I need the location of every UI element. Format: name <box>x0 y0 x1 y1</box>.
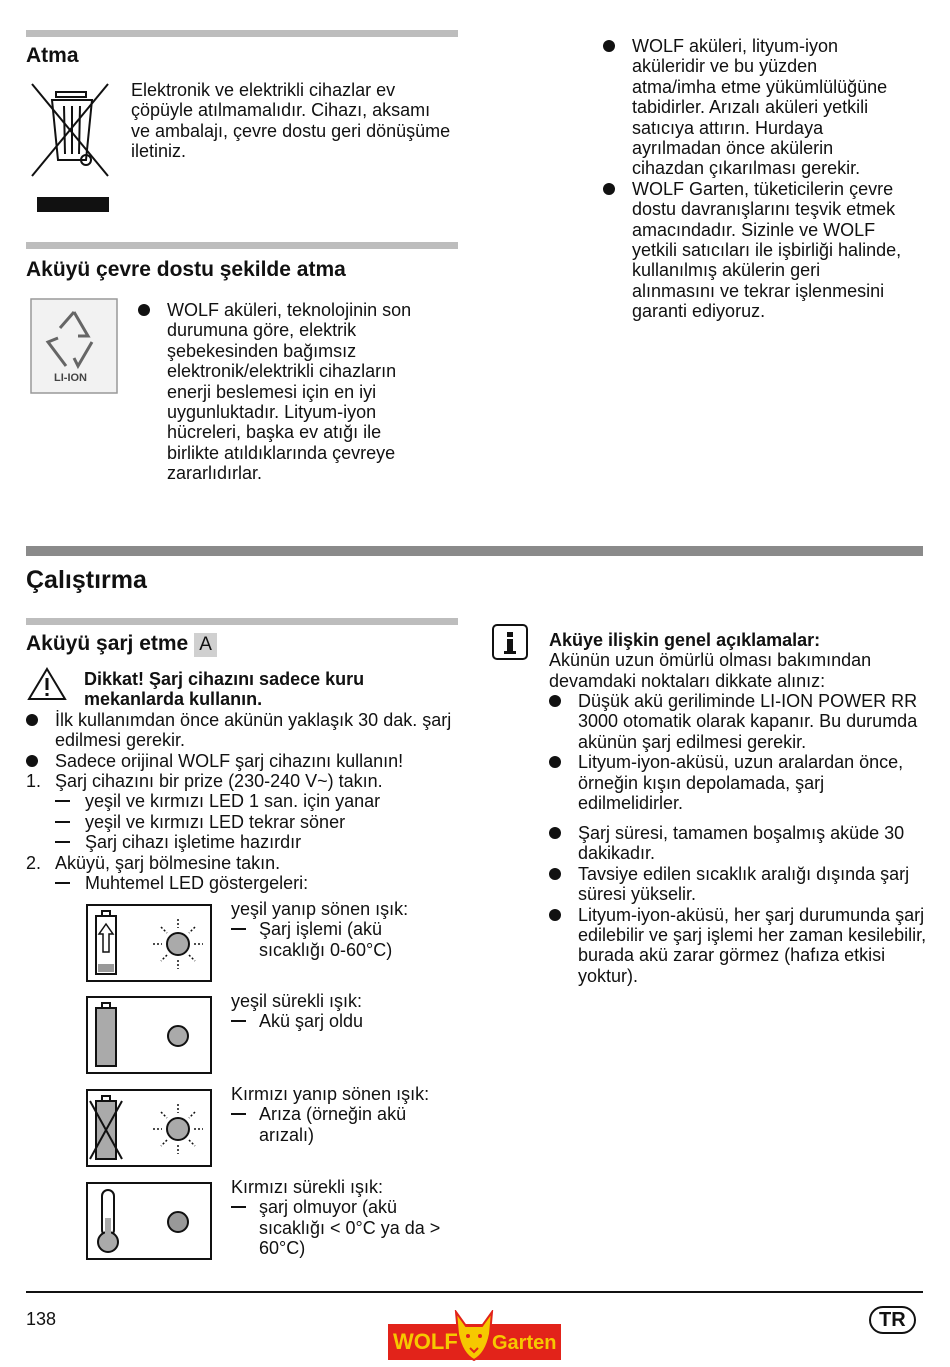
dash-item: Şarj cihazı işletime hazırdır <box>55 832 456 852</box>
step-1 <box>26 771 456 791</box>
footer-rule <box>26 1291 923 1293</box>
info-bullets <box>549 691 929 813</box>
led-box-red-steady <box>86 1182 212 1260</box>
language-badge: TR <box>869 1306 916 1334</box>
step-number: 1. <box>26 771 42 791</box>
list-item: Tavsiye edilen sıcaklık aralığı dışında şarj süresi yükselir. <box>549 864 929 905</box>
led-box-green-steady <box>86 996 212 1074</box>
info-title: Aküye ilişkin genel açıklamalar: <box>549 630 821 650</box>
led-box-red-blinking <box>86 1089 212 1167</box>
led-desc: Akü şarj oldu <box>231 1011 446 1031</box>
list-item: Lityum-iyon-aküsü, her şarj durumunda şarj edilebilir ve şarj işlemi her zaman kesilebilir, burada akü zarar görmez (hafıza etkisi yoktur). <box>549 905 929 987</box>
info-block <box>549 630 924 691</box>
logo-wolf-text: WOLF <box>393 1329 458 1354</box>
section-rule-akuyu-atma <box>26 242 458 249</box>
led-red-blinking-text <box>231 1084 446 1145</box>
atma-text: Elektronik ve elektrikli cihazlar ev çöpüyle atılmamalıdır. Cihazı, aksamı ve ambalajı, çevre dostu geri dönüşüme iletiniz. <box>131 80 451 162</box>
led-title: yeşil sürekli ışık: <box>231 991 363 1011</box>
step-text: Aküyü, şarj bölmesine takın. <box>55 852 281 873</box>
list-item: Şarj süresi, tamamen boşalmış aküde 30 dakikadır. <box>549 823 929 864</box>
sarj-heading-row <box>26 632 217 657</box>
step-2 <box>26 853 456 873</box>
list-item: Lityum-iyon-aküsü, uzun aralardan önce, örneğin kışın depolamada, şarj edilmelidirler. <box>549 752 929 813</box>
sarj-heading: Aküyü şarj etme <box>26 632 189 655</box>
list-item: WOLF aküleri, teknolojinin son durumuna göre, elektrik şebekesinden bağımsız elektronik/elektrikli cihazların enerji beslemesi için en iyi uygunluktadır. Lityum-iyon hücreleri, başka ev atığı ile birlikte atıldıklarında çevreye zararlıdırlar. <box>138 300 438 484</box>
dash-item: yeşil ve kırmızı LED tekrar söner <box>55 812 456 832</box>
akuyu-atma-bullets <box>138 300 438 484</box>
recycle-label: LI-ION <box>54 372 87 384</box>
crossed-bin-icon <box>30 80 112 216</box>
warning-text: Dikkat! Şarj cihazını sadece kuru mekanlarda kullanın. <box>84 669 365 710</box>
akuyu-atma-heading: Aküyü çevre dostu şekilde atma <box>26 258 346 281</box>
led-title: Kırmızı sürekli ışık: <box>231 1177 384 1197</box>
led-red-steady-text <box>231 1177 446 1259</box>
page-number: 138 <box>26 1309 57 1329</box>
section-rule-calistirma <box>26 546 923 556</box>
led-green-steady-text <box>231 991 446 1032</box>
calistirma-heading: Çalıştırma <box>26 566 147 594</box>
list-item: Sadece orijinal WOLF şarj cihazını kullanın! <box>26 751 456 771</box>
list-item: Düşük akü geriliminde LI-ION POWER RR 3000 otomatik olarak kapanır. Bu durumda akünün şarj edilmesi gerekir. <box>549 691 929 752</box>
figure-badge: A <box>194 633 217 657</box>
sarj-bullets <box>26 710 456 771</box>
led-desc: Arıza (örneğin akü arızalı) <box>231 1104 446 1145</box>
led-title: Kırmızı yanıp sönen ışık: <box>231 1084 430 1104</box>
led-desc: şarj olmuyor (akü sıcaklığı < 0°C ya da > 60°C) <box>231 1197 446 1258</box>
section-rule-atma <box>26 30 458 37</box>
led-green-blinking-text <box>231 899 446 960</box>
info-icon <box>492 624 528 660</box>
atma-heading: Atma <box>26 44 79 67</box>
led-box-green-blinking <box>86 904 212 982</box>
led-title: yeşil yanıp sönen ışık: <box>231 899 409 919</box>
led-desc: Şarj işlemi (akü sıcaklığı 0-60°C) <box>231 919 446 960</box>
step-text: Şarj cihazını bir prize (230-240 V~) takın. <box>55 771 383 791</box>
section-rule-sarj <box>26 618 458 625</box>
fox-emblem-icon <box>452 1310 496 1362</box>
step-number: 2. <box>26 852 42 873</box>
logo-garten-text: Garten <box>492 1332 557 1354</box>
info-bullets-2 <box>549 823 929 986</box>
list-item: WOLF Garten, tüketicilerin çevre dostu davranışlarını teşvik etmek amacındadır. Sizinle ve WOLF yetkili satıcıları ile işbirliği halinde, kullanılmış akülerin geri alınmasını ve tekrar işlenmesini garanti ediyoruz. <box>603 179 903 322</box>
warning-icon <box>27 667 67 701</box>
recycle-li-ion-icon <box>30 298 118 394</box>
right-top-bullets <box>603 36 903 322</box>
wolf-garten-logo <box>388 1310 561 1362</box>
sarj-steps <box>26 771 456 893</box>
dash-item: yeşil ve kırmızı LED 1 san. için yanar <box>55 791 456 811</box>
list-item: WOLF aküleri, lityum-iyon aküleridir ve bu yüzden atma/imha etme yükümlülüğüne tabidirler. Arızalı aküleri yetkili satıcıya attırın. Hurdaya ayrılmadan önce akülerin cihazdan çıkarılması gerekir. <box>603 36 903 179</box>
info-intro: Akünün uzun ömürlü olması bakımından devamdaki noktaları dikkate alınız: <box>549 650 872 691</box>
list-item: İlk kullanımdan önce akünün yaklaşık 30 dak. şarj edilmesi gerekir. <box>26 710 456 751</box>
dash-item: Muhtemel LED göstergeleri: <box>55 873 456 893</box>
